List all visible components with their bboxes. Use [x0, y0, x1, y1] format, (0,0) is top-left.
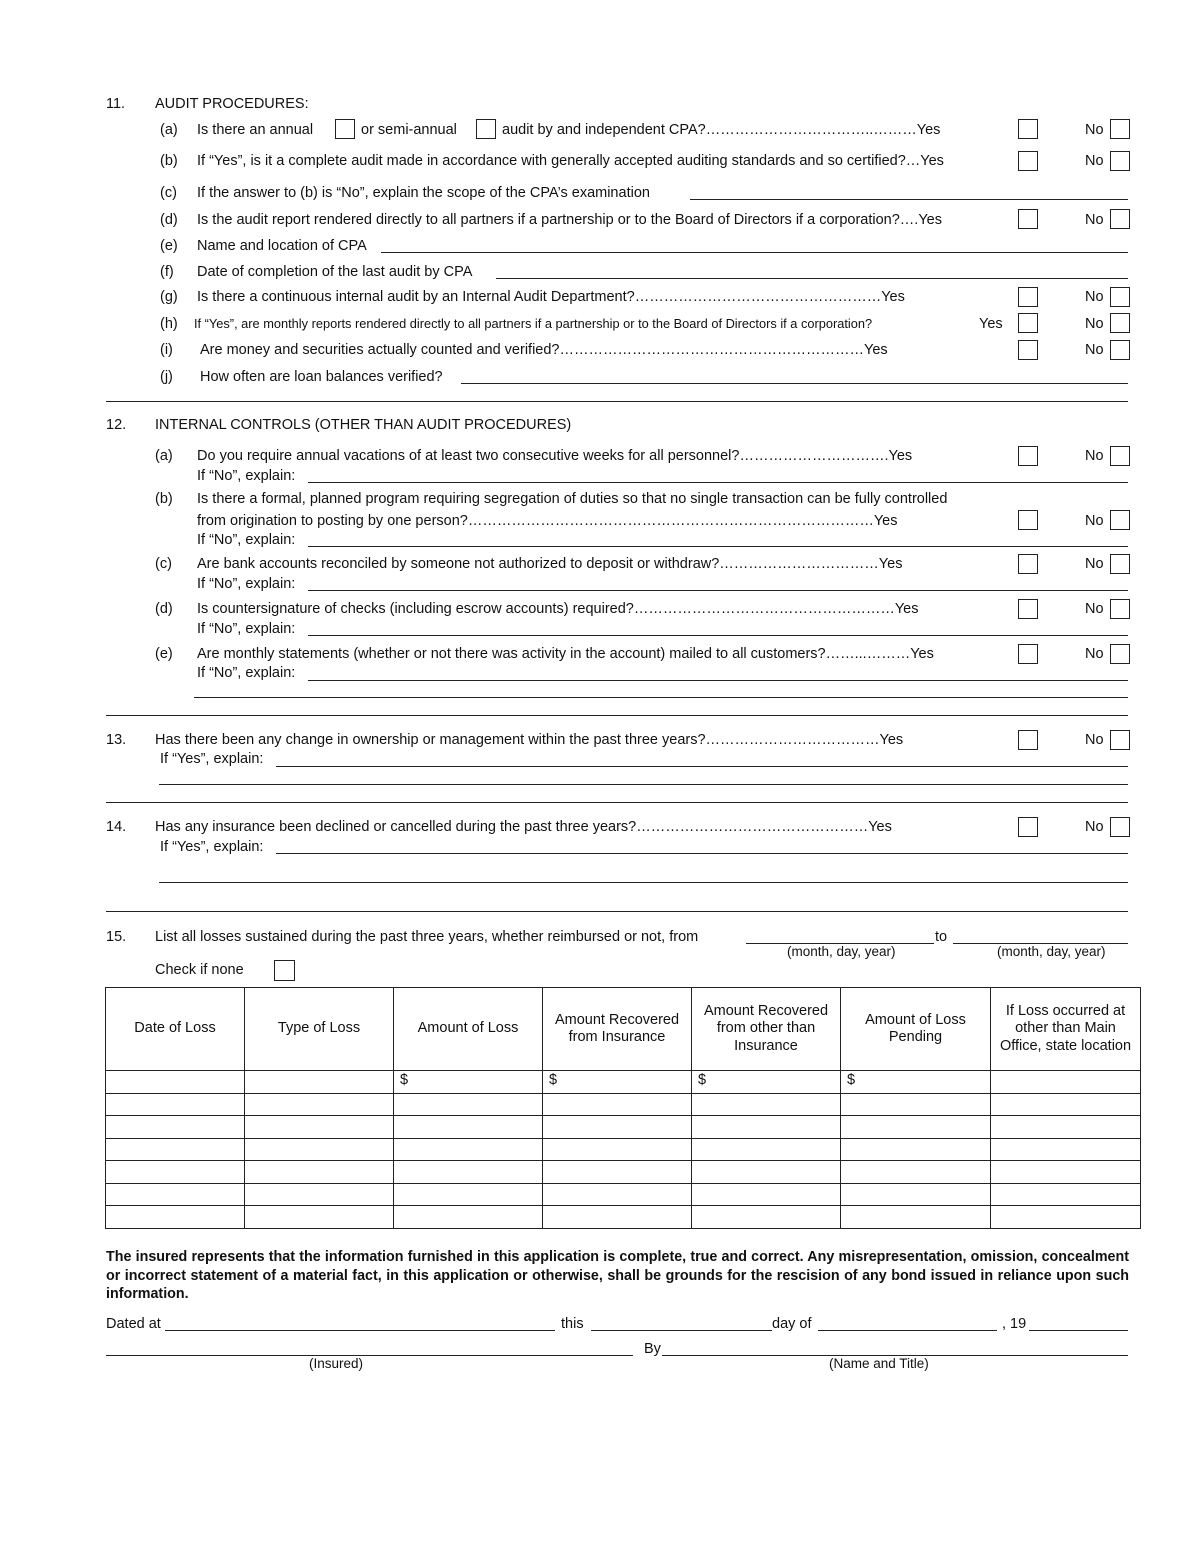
table-cell[interactable]: [991, 1138, 1141, 1161]
table-cell[interactable]: [394, 1183, 543, 1206]
item-11e-letter: (e): [160, 238, 178, 254]
table-cell[interactable]: [991, 1093, 1141, 1116]
item-13-no-checkbox[interactable]: [1110, 730, 1130, 750]
table-cell[interactable]: [991, 1183, 1141, 1206]
item-11j-letter: (j): [160, 369, 173, 385]
table-cell[interactable]: [692, 1183, 841, 1206]
day-field[interactable]: [591, 1330, 772, 1331]
section-divider: [106, 715, 1128, 716]
table-cell[interactable]: [106, 1071, 245, 1094]
item-11h-yes-checkbox[interactable]: [1018, 313, 1038, 333]
item-11i-no-label: No: [1085, 342, 1104, 358]
item-12e-text: Are monthly statements (whether or not there was activity in the account) mailed to all customers?……...………Yes: [197, 646, 934, 662]
annual-audit-checkbox[interactable]: [335, 119, 355, 139]
item-11i-letter: (i): [160, 342, 173, 358]
item-11a-no-checkbox[interactable]: [1110, 119, 1130, 139]
item-11c-letter: (c): [160, 185, 177, 201]
item-11b-letter: (b): [160, 153, 178, 169]
table-cell[interactable]: [841, 1206, 991, 1229]
table-cell[interactable]: [106, 1093, 245, 1116]
item-11a-yes-checkbox[interactable]: [1018, 119, 1038, 139]
item-12c-text: Are bank accounts reconciled by someone not authorized to deposit or withdraw?……………………………Yes: [197, 556, 903, 572]
item-13-explain-field[interactable]: [276, 766, 1128, 767]
item-12c-no-label: No: [1085, 556, 1104, 572]
this-label: this: [561, 1316, 584, 1332]
table-cell[interactable]: [245, 1206, 394, 1229]
item-11d-no-checkbox[interactable]: [1110, 209, 1130, 229]
table-cell[interactable]: [991, 1116, 1141, 1139]
item-12d-letter: (d): [155, 601, 173, 617]
cpa-name-location-field[interactable]: [381, 252, 1128, 253]
cpa-scope-field[interactable]: [690, 199, 1128, 200]
section-divider: [106, 401, 1128, 402]
by-label: By: [644, 1341, 661, 1357]
item-13-explain-label: If “Yes”, explain:: [160, 751, 264, 767]
item-12c-explain-field[interactable]: [308, 590, 1128, 591]
item-13-yes-checkbox[interactable]: [1018, 730, 1038, 750]
table-cell[interactable]: [841, 1161, 991, 1184]
item-12d-no-checkbox[interactable]: [1110, 599, 1130, 619]
item-11a-letter: (a): [160, 122, 178, 138]
table-cell[interactable]: [841, 1183, 991, 1206]
table-cell[interactable]: $: [394, 1071, 543, 1094]
item-14-no-label: No: [1085, 819, 1104, 835]
item-14-explain-label: If “Yes”, explain:: [160, 839, 264, 855]
item-12b-explain-field[interactable]: [308, 546, 1128, 547]
item-11b-yes-checkbox[interactable]: [1018, 151, 1038, 171]
table-cell[interactable]: $: [543, 1071, 692, 1094]
item-11b-text: If “Yes”, is it a complete audit made in accordance with generally accepted auditing standards and so certified?…Yes: [197, 153, 944, 169]
item-11i-text: Are money and securities actually counted and verified?………………………………………………………Yes: [200, 342, 888, 358]
name-title-caption: (Name and Title): [829, 1356, 929, 1371]
item-11f-text: Date of completion of the last audit by CPA: [197, 264, 473, 280]
item-13-explain-field-2[interactable]: [159, 784, 1128, 785]
item-12b-text-line1: Is there a formal, planned program requiring segregation of duties so that no single transaction can be fully controlled: [197, 491, 948, 507]
table-cell[interactable]: [692, 1093, 841, 1116]
item-11b-no-label: No: [1085, 153, 1104, 169]
section-13-number: 13.: [106, 732, 127, 748]
item-12a-yes-checkbox[interactable]: [1018, 446, 1038, 466]
item-12e-explain-field[interactable]: [308, 680, 1128, 681]
table-cell[interactable]: [543, 1138, 692, 1161]
check-if-none-checkbox[interactable]: [274, 960, 295, 981]
item-12e-explain-field-2[interactable]: [194, 697, 1128, 698]
column-header-recovered-insurance: Amount Recovered from Insurance: [543, 988, 692, 1071]
year-field[interactable]: [1029, 1330, 1128, 1331]
item-12b-letter: (b): [155, 491, 173, 507]
column-header-type-of-loss: Type of Loss: [245, 988, 394, 1071]
table-cell[interactable]: [692, 1161, 841, 1184]
item-11f-letter: (f): [160, 264, 174, 280]
table-cell[interactable]: [543, 1093, 692, 1116]
table-cell[interactable]: [106, 1116, 245, 1139]
section-divider: [106, 802, 1128, 803]
item-11b-no-checkbox[interactable]: [1110, 151, 1130, 171]
table-cell[interactable]: [394, 1093, 543, 1116]
table-cell[interactable]: [692, 1206, 841, 1229]
table-cell[interactable]: [543, 1161, 692, 1184]
item-12b-no-checkbox[interactable]: [1110, 510, 1130, 530]
item-11j-text: How often are loan balances verified?: [200, 369, 443, 385]
table-cell[interactable]: [245, 1161, 394, 1184]
dated-at-field[interactable]: [165, 1330, 555, 1331]
insured-caption: (Insured): [309, 1356, 364, 1371]
item-14-explain-field[interactable]: [276, 853, 1128, 854]
item-11h-no-checkbox[interactable]: [1110, 313, 1130, 333]
table-cell[interactable]: [245, 1071, 394, 1094]
section-divider: [106, 911, 1128, 912]
item-11a-text-post: audit by and independent CPA?……………………………..………Yes: [502, 122, 941, 138]
section-11-number: 11.: [106, 96, 126, 112]
check-if-none-label: Check if none: [155, 962, 244, 978]
item-11i-yes-checkbox[interactable]: [1018, 340, 1038, 360]
table-cell[interactable]: $: [841, 1071, 991, 1094]
to-date-caption: (month, day, year): [997, 944, 1106, 959]
table-cell[interactable]: [991, 1206, 1141, 1229]
item-14-explain-field-2[interactable]: [159, 882, 1128, 883]
item-11c-text: If the answer to (b) is “No”, explain the scope of the CPA’s examination: [197, 185, 650, 201]
table-cell[interactable]: [991, 1161, 1141, 1184]
item-12a-letter: (a): [155, 448, 173, 464]
item-13-no-label: No: [1085, 732, 1104, 748]
item-11h-yes-label: Yes: [979, 316, 1003, 332]
table-cell[interactable]: [841, 1093, 991, 1116]
item-12a-no-checkbox[interactable]: [1110, 446, 1130, 466]
item-11g-letter: (g): [160, 289, 178, 305]
item-12d-text: Is countersignature of checks (including escrow accounts) required?………………………………………………Yes: [197, 601, 919, 617]
item-11h-no-label: No: [1085, 316, 1104, 332]
section-15-text: List all losses sustained during the past three years, whether reimbursed or not, from: [155, 929, 699, 945]
item-12b-no-label: No: [1085, 513, 1104, 529]
item-11i-no-checkbox[interactable]: [1110, 340, 1130, 360]
semi-annual-audit-checkbox[interactable]: [476, 119, 496, 139]
column-header-location: If Loss occurred at other than Main Office, state location: [991, 988, 1141, 1071]
item-11d-yes-checkbox[interactable]: [1018, 209, 1038, 229]
table-cell[interactable]: [841, 1138, 991, 1161]
table-row: [106, 1138, 1141, 1161]
table-cell[interactable]: [394, 1161, 543, 1184]
item-12c-explain-label: If “No”, explain:: [197, 576, 296, 592]
item-12e-no-label: No: [1085, 646, 1104, 662]
table-cell[interactable]: [543, 1116, 692, 1139]
item-12e-no-checkbox[interactable]: [1110, 644, 1130, 664]
section-12-title: INTERNAL CONTROLS (OTHER THAN AUDIT PROCEDURES): [155, 417, 572, 433]
table-cell[interactable]: [692, 1138, 841, 1161]
item-14-no-checkbox[interactable]: [1110, 817, 1130, 837]
item-11g-no-checkbox[interactable]: [1110, 287, 1130, 307]
table-cell[interactable]: [245, 1138, 394, 1161]
losses-table: [105, 987, 1141, 1229]
item-12a-explain-field[interactable]: [308, 482, 1128, 483]
table-cell[interactable]: [106, 1183, 245, 1206]
last-audit-date-field[interactable]: [496, 278, 1128, 279]
item-12d-yes-checkbox[interactable]: [1018, 599, 1038, 619]
section-14-number: 14.: [106, 819, 127, 835]
table-cell[interactable]: [543, 1183, 692, 1206]
table-row: [106, 1206, 1141, 1229]
item-11h-text: If “Yes”, are monthly reports rendered directly to all partners if a partnership or to the Board of Directors if a corporation?: [194, 316, 873, 331]
item-11d-letter: (d): [160, 212, 178, 228]
table-cell[interactable]: [394, 1206, 543, 1229]
item-12e-yes-checkbox[interactable]: [1018, 644, 1038, 664]
item-12c-yes-checkbox[interactable]: [1018, 554, 1038, 574]
table-row: [106, 1116, 1141, 1139]
table-row: [106, 1071, 1141, 1094]
item-12a-explain-label: If “No”, explain:: [197, 468, 296, 484]
table-cell[interactable]: [106, 1206, 245, 1229]
losses-table-header: [106, 988, 1141, 1071]
section-15-number: 15.: [106, 929, 127, 945]
item-11e-text: Name and location of CPA: [197, 238, 367, 254]
item-11h-letter: (h): [160, 316, 178, 332]
section-13-text: Has there been any change in ownership or management within the past three years?………………………………Yes: [155, 732, 904, 748]
item-11g-text: Is there a continuous internal audit by an Internal Audit Department?……………………………………………Yes: [197, 289, 905, 305]
table-row: [106, 1161, 1141, 1184]
loan-balance-verification-field[interactable]: [461, 383, 1128, 384]
column-header-loss-pending: Amount of Loss Pending: [841, 988, 991, 1071]
table-cell[interactable]: [991, 1071, 1141, 1094]
item-11a-no-label: No: [1085, 122, 1104, 138]
item-11g-no-label: No: [1085, 289, 1104, 305]
item-12c-letter: (c): [155, 556, 172, 572]
item-12d-explain-field[interactable]: [308, 635, 1128, 636]
table-cell[interactable]: [106, 1161, 245, 1184]
table-cell[interactable]: [394, 1138, 543, 1161]
item-11a-text-mid: or semi-annual: [361, 122, 457, 138]
item-12d-explain-label: If “No”, explain:: [197, 621, 296, 637]
item-11g-yes-checkbox[interactable]: [1018, 287, 1038, 307]
item-12c-no-checkbox[interactable]: [1110, 554, 1130, 574]
year-prefix-label: , 19: [1002, 1316, 1027, 1332]
column-header-amount-of-loss: Amount of Loss: [394, 988, 543, 1071]
insured-signature-field[interactable]: [106, 1355, 633, 1356]
table-cell[interactable]: [245, 1116, 394, 1139]
item-14-yes-checkbox[interactable]: [1018, 817, 1038, 837]
column-header-date-of-loss: Date of Loss: [106, 988, 245, 1071]
item-12b-explain-label: If “No”, explain:: [197, 532, 296, 548]
month-field[interactable]: [818, 1330, 997, 1331]
section-14-text: Has any insurance been declined or cancelled during the past three years?…………………………………………Yes: [155, 819, 892, 835]
item-11d-no-label: No: [1085, 212, 1104, 228]
dated-at-label: Dated at: [106, 1316, 161, 1332]
item-12b-text-line2: from origination to posting by one person?…………………………………………………………………………Yes: [197, 513, 898, 529]
item-12a-no-label: No: [1085, 448, 1104, 464]
section-12-number: 12.: [106, 417, 127, 433]
item-12e-letter: (e): [155, 646, 173, 662]
table-cell[interactable]: $: [692, 1071, 841, 1094]
item-11d-text: Is the audit report rendered directly to all partners if a partnership or to the Board of Directors if a corporation?….Yes: [197, 212, 942, 228]
table-cell[interactable]: [245, 1183, 394, 1206]
item-12d-no-label: No: [1085, 601, 1104, 617]
table-cell[interactable]: [841, 1116, 991, 1139]
section-11-title: AUDIT PROCEDURES:: [155, 96, 309, 112]
item-11a-text-pre: Is there an annual: [197, 122, 314, 138]
column-header-recovered-other: Amount Recovered from other than Insurance: [692, 988, 841, 1071]
table-cell[interactable]: [543, 1206, 692, 1229]
item-12b-yes-checkbox[interactable]: [1018, 510, 1038, 530]
insured-representation-statement: The insured represents that the information furnished in this application is complete, true and correct. Any misrepresentation, omission, concealment or incorrect statement of a material fact, in this application or otherwise, shall be grounds for the rescision of any bond issued in reliance upon such information.: [106, 1249, 1129, 1302]
table-row: [106, 1093, 1141, 1116]
day-of-label: day of: [772, 1316, 812, 1332]
from-date-caption: (month, day, year): [787, 944, 896, 959]
item-12e-explain-label: If “No”, explain:: [197, 665, 296, 681]
table-cell[interactable]: [394, 1116, 543, 1139]
loss-period-to-label: to: [935, 929, 948, 945]
table-cell[interactable]: [106, 1138, 245, 1161]
item-12a-text: Do you require annual vacations of at least two consecutive weeks for all personnel?………………………….Yes: [197, 448, 913, 464]
table-cell[interactable]: [245, 1093, 394, 1116]
table-cell[interactable]: [692, 1116, 841, 1139]
table-row: [106, 1183, 1141, 1206]
